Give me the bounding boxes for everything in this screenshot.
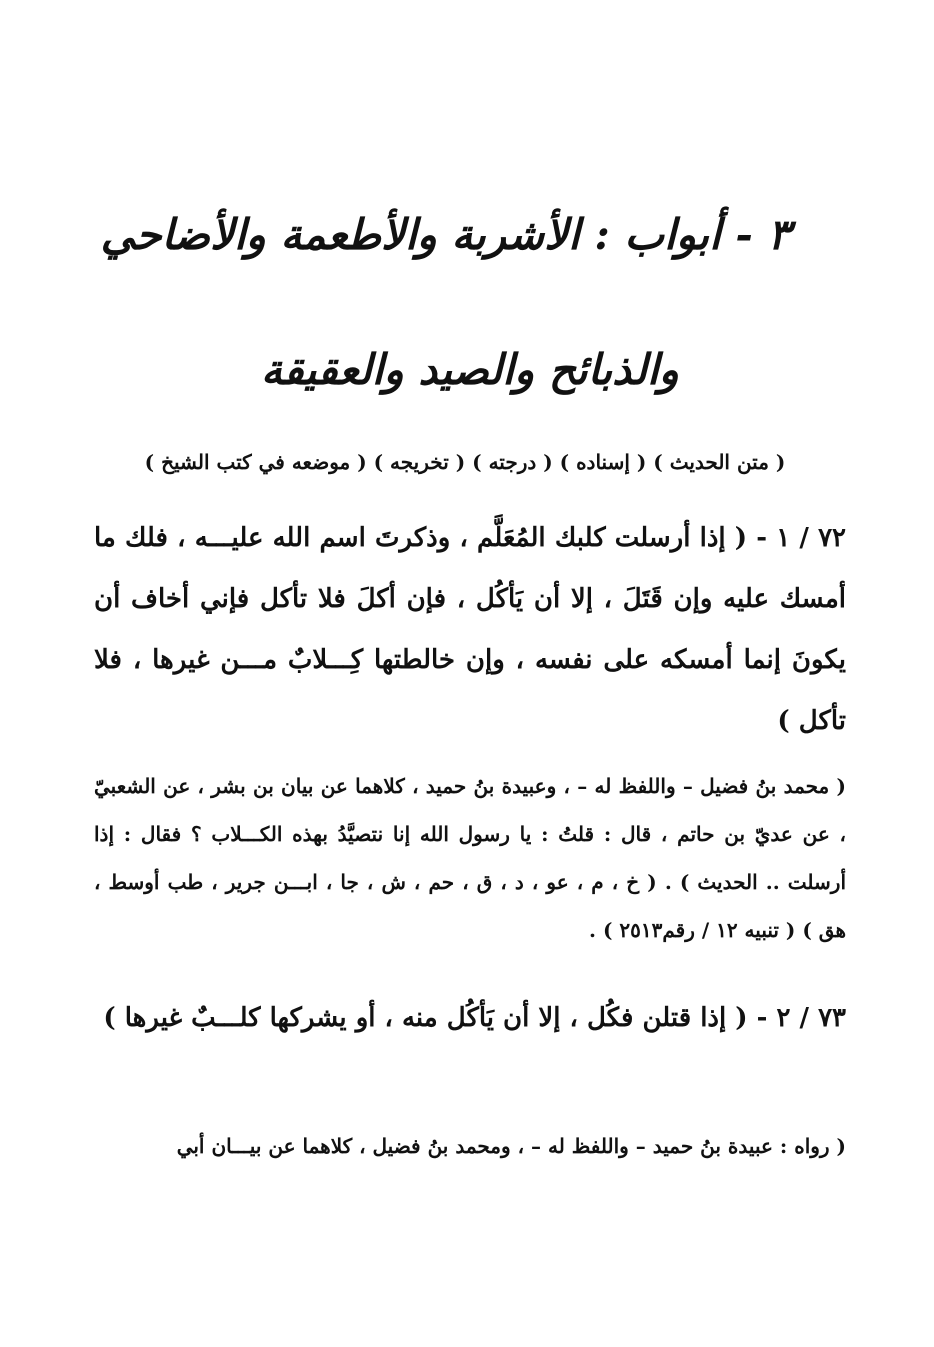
hadith-text-72: ٧٢ / ١ - ( إذا أرسلت كلبك المُعَلَّم ، وذكرتَ اسم الله عليـــه ، فلك ما أمسك عليه وإن قَتَلَ ، إلا أن يَأكُل ، فإن أكلَ فلا تأكل فإني أخاف أن يكونَ إنما أمسكه على نفسه ، وإن خالطتها كِـــلابٌ مـــن غيرها ، فلا تأكل ) <box>94 523 846 736</box>
column-legend: ( متن الحديث ) ( إسناده ) ( درجته ) ( تخريجه ) ( موضعه في كتب الشيخ ) <box>144 450 786 474</box>
chapter-heading-line-2: والذبائح والصيد والعقيقة <box>261 345 679 394</box>
hadith-takhrij-73: ( رواه : عبيدة بنُ حميد – واللفظ له – ، ومحمد بنُ فضيل ، كلاهما عن بيـــان أبي <box>176 1134 846 1158</box>
hadith-takhrij-72: ( محمد بنُ فضيل – واللفظ له – ، وعبيدة بنُ حميد ، كلاهما عن بيان بن بشر ، عن الشعبيّ ، عن عديّ بن حاتم ، قال : قلتُ : يا رسول الله إنا نتصيَّدُ بهذه الكـــلاب ؟ فقال : إذا أرسلت .. الحديث ) . ( خ ، م ، عو ، د ، ق ، حم ، ش ، جا ، ابـــن جرير ، طب أوسط ، هق ) ( تنبيه ١٢ / رقم٢٥١٣ ) . <box>94 774 846 942</box>
chapter-heading-line-1: ٣ - أبواب : الأشربة والأطعمة والأضاحي <box>100 210 790 259</box>
hadith-text-73: ٧٣ / ٢ - ( إذا قتلن فكُل ، إلا أن يَأكُل منه ، أو يشركها كلـــبٌ غيرها ) <box>103 1003 846 1033</box>
